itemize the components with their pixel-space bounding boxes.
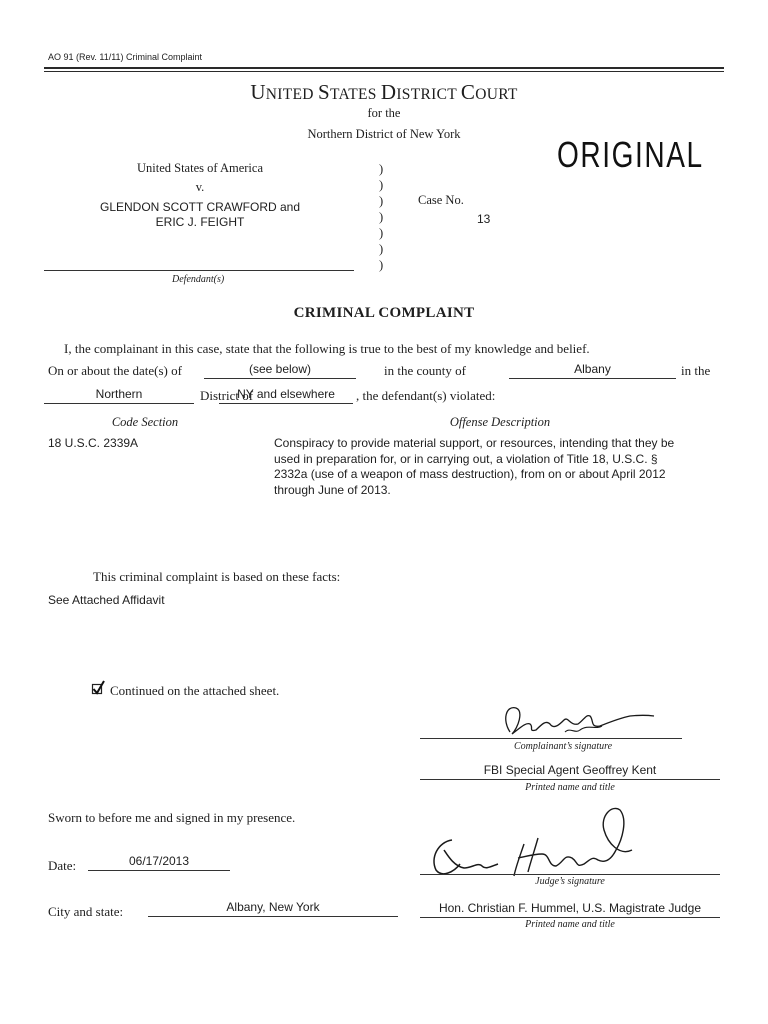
offense-line: used in preparation for, or in carrying out, a violation of Title 18, U.S.C. § [274, 451, 658, 466]
judge-printed-label: Printed name and title [525, 919, 615, 930]
original-stamp: ORIGINAL [557, 134, 704, 175]
offense-line: Conspiracy to provide material support, or resources, intending that they be [274, 436, 675, 450]
violated-label: , the defendant(s) violated: [356, 388, 496, 403]
judge-signature-line [420, 874, 720, 875]
judge-printed-name: Hon. Christian F. Hummel, U.S. Magistrate Judge [438, 901, 702, 915]
judge-name-line [420, 917, 720, 918]
complainant-printed-name: FBI Special Agent Geoffrey Kent [483, 763, 657, 777]
facts-intro: This criminal complaint is based on these facts: [93, 569, 341, 584]
complainant-printed-label: Printed name and title [525, 782, 615, 793]
county-underline [509, 378, 676, 379]
dates-value: (see below) [248, 362, 312, 376]
court-name-part: U [250, 80, 266, 104]
state-underline [219, 403, 353, 404]
complaint-title: CRIMINAL COMPLAINT [293, 305, 475, 321]
paren: ) [379, 226, 384, 240]
date-underline [88, 870, 230, 871]
offense-line: through June of 2013. [274, 482, 391, 497]
court-name-part: S [317, 80, 330, 104]
plaintiff: United States of America [136, 161, 263, 175]
court-name-part: OURT [475, 86, 518, 103]
defendants-line2: ERIC J. FEIGHT [155, 215, 245, 229]
judge-signature-label: Judge’s signature [535, 876, 605, 887]
paren: ) [379, 178, 384, 192]
date-value: 06/17/2013 [128, 854, 190, 868]
paren: ) [379, 242, 384, 256]
court-name-part: TATES [329, 86, 381, 103]
offense-description-header: Offense Description [449, 415, 551, 429]
district-value: Northern [95, 387, 143, 401]
city-state-underline [148, 916, 398, 917]
city-state-value: Albany, New York [226, 900, 320, 914]
complainant-signature-label: Complainant’s signature [514, 741, 613, 752]
checked-box-icon [91, 680, 107, 696]
code-section-value: 18 U.S.C. 2339A [48, 436, 139, 450]
code-section-header: Code Section [111, 415, 179, 429]
in-the: in the [681, 363, 711, 378]
case-no-value: 13 [477, 212, 491, 226]
paren: ) [379, 258, 384, 272]
statement: I, the complainant in this case, state that the following is true to the best of my knowledge and belief. [64, 341, 590, 356]
district-underline [44, 403, 194, 404]
paren: ) [379, 162, 384, 176]
city-state-label: City and state: [48, 904, 124, 919]
judge-signature-icon [420, 800, 650, 885]
court-name-part: ISTRICT [396, 86, 461, 103]
court-name [0, 80, 768, 105]
county-label: in the county of [384, 363, 466, 378]
court-name-part: NITED [265, 86, 318, 103]
defendants-label: Defendant(s) [172, 274, 225, 285]
court-name-part: D [380, 80, 397, 104]
court-name-part: C [460, 80, 476, 104]
offense-description [274, 436, 674, 498]
district-label: District of [200, 388, 254, 403]
paren: ) [379, 194, 384, 208]
state-value: NY and elsewhere [237, 387, 335, 401]
for-the: for the [367, 106, 401, 120]
case-no-label: Case No. [418, 193, 464, 207]
form-id: AO 91 (Rev. 11/11) Criminal Complaint [48, 52, 203, 62]
sworn-statement: Sworn to before me and signed in my presence. [48, 810, 296, 825]
facts-value: See Attached Affidavit [48, 593, 165, 607]
dates-underline [204, 378, 356, 379]
county-value: Albany [574, 362, 611, 376]
date-label: Date: [48, 858, 77, 873]
offense-line: 2332a (use of a weapon of mass destruction), from on or about April 2012 [274, 467, 666, 481]
continued-label: Continued on the attached sheet. [110, 683, 280, 698]
defendants-line1: GLENDON SCOTT CRAWFORD and [99, 200, 301, 214]
versus: v. [195, 180, 205, 194]
dates-prefix: On or about the date(s) of [48, 363, 182, 378]
paren: ) [379, 210, 384, 224]
court-district: Northern District of New York [307, 127, 461, 141]
header-rule-bottom [44, 71, 724, 72]
header-rule-top [44, 67, 724, 69]
complainant-name-line [420, 779, 720, 780]
complainant-signature-line [420, 738, 682, 739]
defendants-underline [44, 270, 354, 271]
